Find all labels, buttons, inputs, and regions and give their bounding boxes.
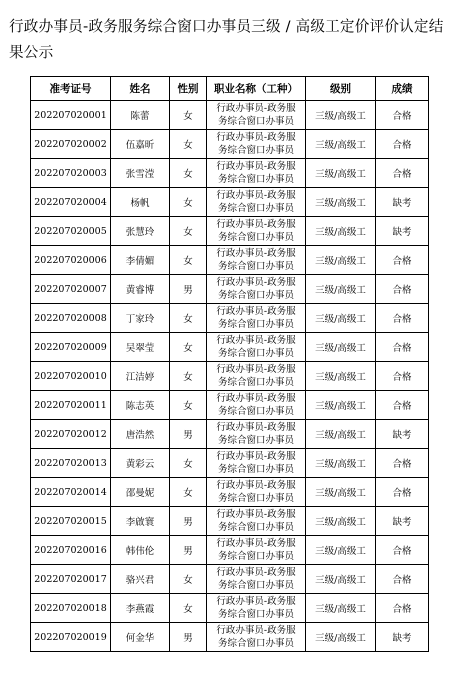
occupation-line: 行政办事员-政务服 [216,480,296,491]
header-result: 成绩 [376,77,429,101]
cell-name: 张雪滢 [111,159,170,188]
occupation-line: 行政办事员-政务服 [216,103,296,114]
cell-occupation [207,536,306,565]
header-exam-id: 准考证号 [31,77,111,101]
cell-occupation [207,130,306,159]
cell-name: 李燕霞 [111,594,170,623]
cell-result: 合格 [376,449,429,478]
cell-gender: 女 [170,304,207,333]
cell-level: 三级/高级工 [306,478,376,507]
occupation-line: 务综合窗口办事员 [217,464,294,475]
cell-occupation [207,594,306,623]
cell-result: 合格 [376,391,429,420]
cell-level: 三级/高级工 [306,304,376,333]
cell-exam-id: 202207020013 [31,449,111,478]
occupation-line: 务综合窗口办事员 [217,435,294,446]
occupation-line: 行政办事员-政务服 [216,451,296,462]
cell-level: 三级/高级工 [306,188,376,217]
cell-result: 合格 [376,304,429,333]
cell-occupation [207,217,306,246]
occupation-line: 行政办事员-政务服 [216,393,296,404]
results-table [30,76,429,652]
occupation-line: 行政办事员-政务服 [216,248,296,259]
cell-occupation [207,623,306,652]
cell-gender: 女 [170,217,207,246]
cell-name: 李倩媚 [111,246,170,275]
table-row [31,449,429,478]
table-row [31,391,429,420]
header-gender: 性别 [170,77,207,101]
cell-gender: 女 [170,362,207,391]
cell-level: 三级/高级工 [306,333,376,362]
cell-name: 江洁婷 [111,362,170,391]
cell-result: 合格 [376,275,429,304]
table-row [31,507,429,536]
occupation-line: 务综合窗口办事员 [217,493,294,504]
cell-occupation [207,362,306,391]
cell-gender: 男 [170,507,207,536]
cell-occupation [207,304,306,333]
occupation-line: 务综合窗口办事员 [217,116,294,127]
cell-gender: 女 [170,159,207,188]
cell-result: 缺考 [376,188,429,217]
cell-gender: 女 [170,478,207,507]
table-row [31,623,429,652]
cell-occupation [207,449,306,478]
cell-level: 三级/高级工 [306,420,376,449]
cell-result: 合格 [376,101,429,130]
table-row [31,101,429,130]
cell-level: 三级/高级工 [306,391,376,420]
cell-level: 三级/高级工 [306,565,376,594]
table-row [31,478,429,507]
occupation-line: 行政办事员-政务服 [216,567,296,578]
cell-occupation [207,478,306,507]
table-row [31,565,429,594]
cell-name: 杨帆 [111,188,170,217]
occupation-line: 行政办事员-政务服 [216,161,296,172]
cell-occupation [207,391,306,420]
cell-exam-id: 202207020016 [31,536,111,565]
cell-exam-id: 202207020012 [31,420,111,449]
cell-result: 缺考 [376,623,429,652]
cell-name: 何金华 [111,623,170,652]
cell-exam-id: 202207020007 [31,275,111,304]
cell-gender: 女 [170,130,207,159]
cell-occupation [207,275,306,304]
occupation-line: 行政办事员-政务服 [216,219,296,230]
cell-result: 合格 [376,333,429,362]
occupation-line: 务综合窗口办事员 [217,522,294,533]
cell-level: 三级/高级工 [306,159,376,188]
table-body [31,101,429,652]
table-row [31,362,429,391]
occupation-line: 行政办事员-政务服 [216,277,296,288]
cell-level: 三级/高级工 [306,275,376,304]
cell-gender: 男 [170,420,207,449]
occupation-line: 行政办事员-政务服 [216,364,296,375]
cell-result: 合格 [376,536,429,565]
cell-gender: 女 [170,391,207,420]
cell-gender: 女 [170,594,207,623]
cell-exam-id: 202207020015 [31,507,111,536]
cell-exam-id: 202207020003 [31,159,111,188]
cell-name: 陈蕾 [111,101,170,130]
occupation-line: 务综合窗口办事员 [217,348,294,359]
occupation-line: 务综合窗口办事员 [217,406,294,417]
cell-level: 三级/高级工 [306,246,376,275]
occupation-line: 务综合窗口办事员 [217,290,294,301]
cell-result: 合格 [376,130,429,159]
cell-occupation [207,565,306,594]
header-name: 姓名 [111,77,170,101]
cell-exam-id: 202207020008 [31,304,111,333]
table-row [31,333,429,362]
cell-name: 黄彩云 [111,449,170,478]
cell-exam-id: 202207020018 [31,594,111,623]
cell-result: 合格 [376,362,429,391]
occupation-line: 行政办事员-政务服 [216,422,296,433]
cell-result: 合格 [376,246,429,275]
cell-level: 三级/高级工 [306,130,376,159]
cell-occupation [207,246,306,275]
cell-level: 三级/高级工 [306,623,376,652]
table-row [31,159,429,188]
occupation-line: 务综合窗口办事员 [217,145,294,156]
occupation-line: 务综合窗口办事员 [217,580,294,591]
cell-result: 合格 [376,159,429,188]
cell-occupation [207,420,306,449]
cell-name: 丁家玲 [111,304,170,333]
cell-name: 伍嘉昕 [111,130,170,159]
occupation-line: 务综合窗口办事员 [217,638,294,649]
cell-result: 合格 [376,478,429,507]
cell-exam-id: 202207020005 [31,217,111,246]
cell-gender: 女 [170,333,207,362]
cell-name: 黄睿博 [111,275,170,304]
table-row [31,420,429,449]
document-title: 行政办事员-政务服务综合窗口办事员三级 / 高级工定价评价认定结果公示 [9,18,444,61]
cell-gender: 男 [170,275,207,304]
occupation-line: 行政办事员-政务服 [216,306,296,317]
occupation-line: 务综合窗口办事员 [217,232,294,243]
occupation-line: 行政办事员-政务服 [216,509,296,520]
cell-occupation [207,333,306,362]
cell-gender: 女 [170,565,207,594]
occupation-line: 行政办事员-政务服 [216,132,296,143]
occupation-line: 行政办事员-政务服 [216,190,296,201]
cell-result: 缺考 [376,217,429,246]
table-header-row [31,77,429,101]
cell-exam-id: 202207020009 [31,333,111,362]
cell-gender: 男 [170,623,207,652]
table-row [31,217,429,246]
cell-exam-id: 202207020011 [31,391,111,420]
table-row [31,594,429,623]
occupation-line: 务综合窗口办事员 [217,203,294,214]
cell-exam-id: 202207020004 [31,188,111,217]
occupation-line: 务综合窗口办事员 [217,174,294,185]
header-level: 级别 [306,77,376,101]
cell-exam-id: 202207020019 [31,623,111,652]
cell-level: 三级/高级工 [306,217,376,246]
cell-name: 唐浩然 [111,420,170,449]
table-row [31,536,429,565]
cell-name: 吴翠莹 [111,333,170,362]
cell-level: 三级/高级工 [306,362,376,391]
cell-exam-id: 202207020014 [31,478,111,507]
cell-exam-id: 202207020002 [31,130,111,159]
cell-result: 缺考 [376,420,429,449]
header-occupation: 职业名称（工种） [207,77,306,101]
cell-occupation [207,159,306,188]
cell-occupation [207,507,306,536]
cell-level: 三级/高级工 [306,507,376,536]
table-row [31,188,429,217]
cell-result: 缺考 [376,507,429,536]
occupation-line: 行政办事员-政务服 [216,538,296,549]
table-row [31,304,429,333]
cell-exam-id: 202207020010 [31,362,111,391]
cell-gender: 女 [170,449,207,478]
cell-occupation [207,188,306,217]
cell-occupation [207,101,306,130]
cell-name: 李啟寰 [111,507,170,536]
cell-gender: 男 [170,536,207,565]
cell-result: 合格 [376,565,429,594]
table-row [31,246,429,275]
occupation-line: 行政办事员-政务服 [216,335,296,346]
cell-name: 邵曼妮 [111,478,170,507]
cell-gender: 女 [170,246,207,275]
cell-gender: 女 [170,188,207,217]
table-row [31,275,429,304]
occupation-line: 务综合窗口办事员 [217,551,294,562]
cell-level: 三级/高级工 [306,594,376,623]
cell-level: 三级/高级工 [306,536,376,565]
occupation-line: 务综合窗口办事员 [217,319,294,330]
cell-name: 韩伟伦 [111,536,170,565]
table-row [31,130,429,159]
cell-level: 三级/高级工 [306,449,376,478]
cell-name: 张慧玲 [111,217,170,246]
occupation-line: 务综合窗口办事员 [217,261,294,272]
cell-name: 骆兴君 [111,565,170,594]
occupation-line: 务综合窗口办事员 [217,609,294,620]
cell-result: 合格 [376,594,429,623]
cell-exam-id: 202207020006 [31,246,111,275]
cell-level: 三级/高级工 [306,101,376,130]
cell-exam-id: 202207020001 [31,101,111,130]
cell-exam-id: 202207020017 [31,565,111,594]
cell-gender: 女 [170,101,207,130]
occupation-line: 务综合窗口办事员 [217,377,294,388]
cell-name: 陈志英 [111,391,170,420]
occupation-line: 行政办事员-政务服 [216,625,296,636]
occupation-line: 行政办事员-政务服 [216,596,296,607]
